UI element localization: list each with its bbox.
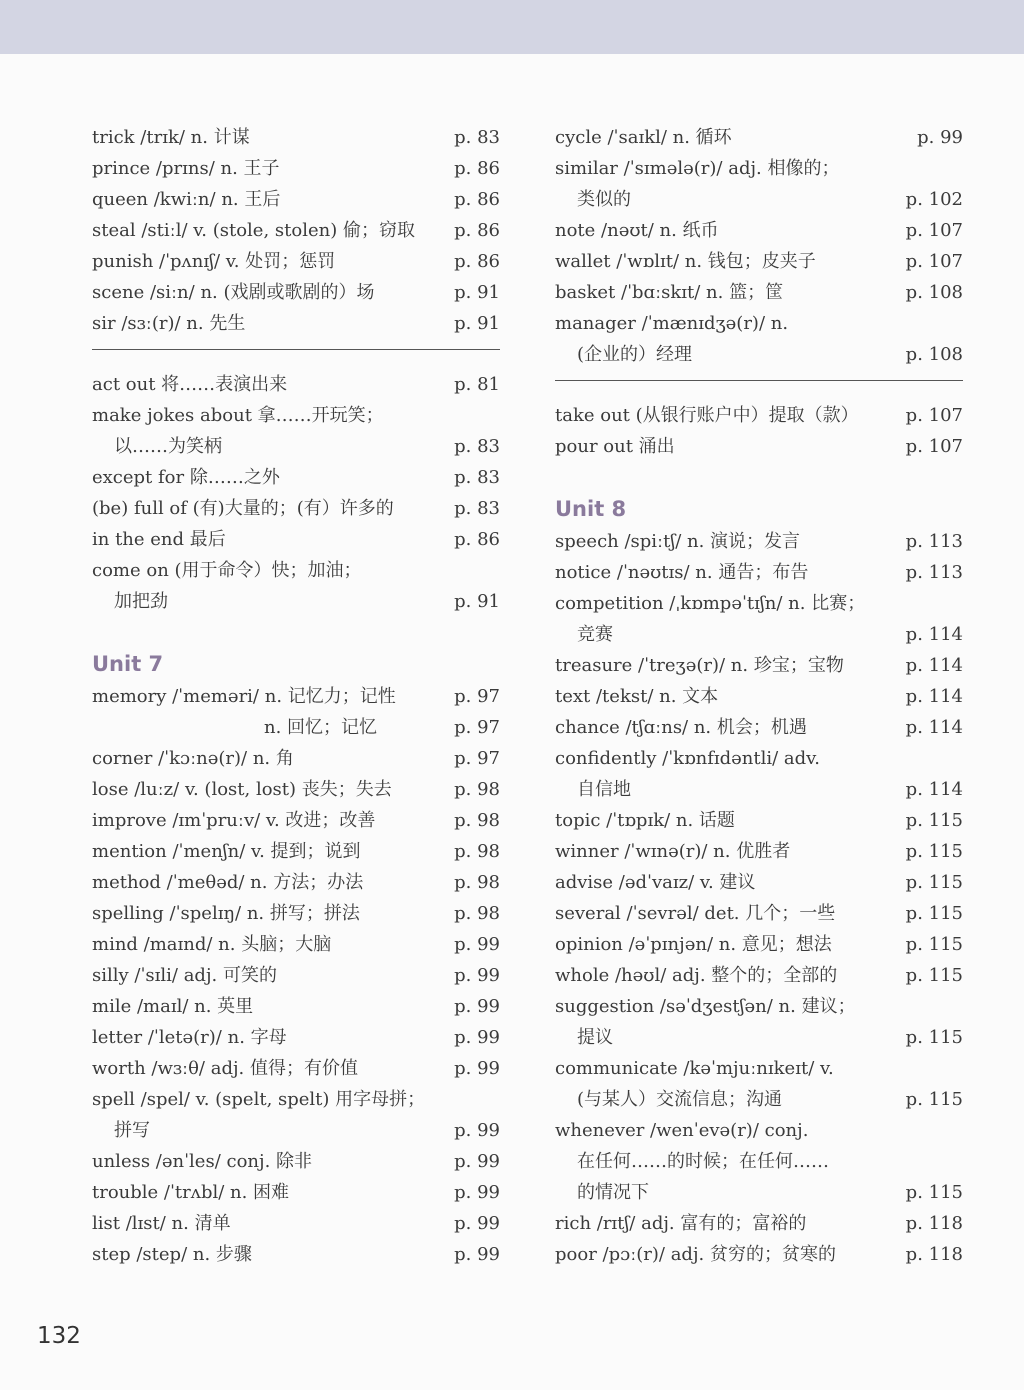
- entry-page-ref: p. 99: [454, 1027, 500, 1048]
- entry-text: basket /ˈbɑːskɪt/ n. 篮；筐: [555, 282, 784, 303]
- entry-text: queen /kwiːn/ n. 王后: [92, 189, 281, 210]
- entry-page-ref: p. 98: [454, 903, 500, 924]
- entry-text: poor /pɔː(r)/ adj. 贫穷的；贫寒的: [555, 1244, 836, 1265]
- right-group1: [555, 122, 963, 370]
- vocab-entry: [92, 431, 500, 462]
- entry-text: punish /ˈpʌnɪʃ/ v. 处罚；惩罚: [92, 251, 336, 272]
- vocab-entry: [555, 805, 963, 836]
- entry-text: 加把劲: [114, 591, 168, 612]
- entry-text: 在任何……的时候；在任何……: [577, 1151, 829, 1172]
- entry-text: letter /ˈletə(r)/ n. 字母: [92, 1027, 287, 1048]
- vocab-entry: [92, 524, 500, 555]
- entry-text: pour out 涌出: [555, 436, 675, 457]
- entry-page-ref: p. 115: [905, 1182, 963, 1203]
- vocab-entry: [555, 1208, 963, 1239]
- vocab-entry: [92, 929, 500, 960]
- divider-rule: [555, 380, 963, 381]
- vocab-entry: [92, 555, 500, 586]
- vocab-entry: [555, 308, 963, 339]
- entry-page-ref: p. 107: [905, 405, 963, 426]
- vocab-entry: [92, 774, 500, 805]
- entry-page-ref: p. 91: [454, 313, 500, 334]
- entry-page-ref: p. 115: [905, 965, 963, 986]
- vocab-entry: [92, 867, 500, 898]
- vocab-entry: [92, 369, 500, 400]
- vocab-entry: [92, 1115, 500, 1146]
- entry-text: steal /stiːl/ v. (stole, stolen) 偷；窃取: [92, 220, 415, 241]
- vocab-entry: [92, 246, 500, 277]
- entry-text: trouble /ˈtrʌbl/ n. 困难: [92, 1182, 290, 1203]
- vocab-entry: [555, 1177, 963, 1208]
- entry-page-ref: p. 86: [454, 220, 500, 241]
- entry-text: text /tekst/ n. 文本: [555, 686, 719, 707]
- vocab-entry: [92, 1053, 500, 1084]
- entry-text: except for 除……之外: [92, 467, 280, 488]
- vocab-entry: [555, 1022, 963, 1053]
- vocab-entry: [555, 836, 963, 867]
- vocab-entry: [92, 215, 500, 246]
- entry-text: trick /trɪk/ n. 计谋: [92, 127, 250, 148]
- entry-text: suggestion /səˈdʒestʃən/ n. 建议；: [555, 996, 856, 1017]
- vocab-entry: [92, 1208, 500, 1239]
- entry-text: competition /ˌkɒmpəˈtɪʃn/ n. 比赛；: [555, 593, 866, 614]
- vocab-entry: [92, 712, 500, 743]
- entry-page-ref: p. 115: [905, 1089, 963, 1110]
- entry-text: opinion /əˈpɪnjən/ n. 意见；想法: [555, 934, 832, 955]
- entry-page-ref: p. 99: [454, 1151, 500, 1172]
- entry-text: silly /ˈsɪli/ adj. 可笑的: [92, 965, 277, 986]
- vocab-entry: [555, 1146, 963, 1177]
- right-group3: [555, 526, 963, 1270]
- vocab-entry: [555, 1084, 963, 1115]
- vocab-entry: [92, 1146, 500, 1177]
- entry-text: confidently /ˈkɒnfɪdəntli/ adv.: [555, 748, 820, 769]
- entry-page-ref: p. 81: [454, 374, 500, 395]
- entry-text: step /step/ n. 步骤: [92, 1244, 252, 1265]
- entry-page-ref: p. 99: [917, 127, 963, 148]
- unit-7-heading: Unit 7: [92, 652, 164, 676]
- vocab-entry: [555, 650, 963, 681]
- entry-page-ref: p. 97: [454, 748, 500, 769]
- entry-page-ref: p. 118: [905, 1244, 963, 1265]
- entry-text: come on (用于命令）快；加油；: [92, 560, 362, 581]
- entry-page-ref: p. 99: [454, 1182, 500, 1203]
- entry-text: lose /luːz/ v. (lost, lost) 丧失；失去: [92, 779, 392, 800]
- unit-8-heading: Unit 8: [555, 497, 627, 521]
- entry-text: prince /prɪns/ n. 王子: [92, 158, 280, 179]
- vocab-entry: [555, 774, 963, 805]
- entry-text: mind /maɪnd/ n. 头脑；大脑: [92, 934, 332, 955]
- entry-page-ref: p. 86: [454, 529, 500, 550]
- vocab-entry: [92, 462, 500, 493]
- entry-text: 自信地: [577, 779, 631, 800]
- entry-page-ref: p. 99: [454, 996, 500, 1017]
- vocab-entry: [92, 898, 500, 929]
- entry-page-ref: p. 118: [905, 1213, 963, 1234]
- entry-text: chance /tʃɑːns/ n. 机会；机遇: [555, 717, 807, 738]
- vocab-entry: [555, 898, 963, 929]
- entry-text: note /nəʊt/ n. 纸币: [555, 220, 719, 241]
- entry-page-ref: p. 83: [454, 127, 500, 148]
- entry-text: notice /ˈnəʊtɪs/ n. 通告；布告: [555, 562, 809, 583]
- entry-text: in the end 最后: [92, 529, 226, 550]
- vocab-entry: [92, 184, 500, 215]
- entry-page-ref: p. 98: [454, 841, 500, 862]
- vocab-entry: [555, 339, 963, 370]
- vocab-entry: [555, 1115, 963, 1146]
- entry-text: treasure /ˈtreʒə(r)/ n. 珍宝；宝物: [555, 655, 844, 676]
- entry-page-ref: p. 113: [905, 562, 963, 583]
- entry-page-ref: p. 91: [454, 591, 500, 612]
- vocab-entry: [555, 122, 963, 153]
- entry-page-ref: p. 86: [454, 189, 500, 210]
- vocab-entry: [92, 277, 500, 308]
- vocab-entry: [555, 277, 963, 308]
- entry-text: 类似的: [577, 189, 631, 210]
- top-color-band: [0, 0, 1024, 54]
- vocab-entry: [92, 991, 500, 1022]
- vocab-entry: [555, 153, 963, 184]
- vocab-entry: [555, 991, 963, 1022]
- entry-text: (与某人）交流信息；沟通: [577, 1089, 783, 1110]
- entry-text: list /lɪst/ n. 清单: [92, 1213, 231, 1234]
- entry-page-ref: p. 108: [905, 344, 963, 365]
- vocab-entry: [92, 122, 500, 153]
- vocab-entry: [92, 308, 500, 339]
- vocab-entry: [92, 836, 500, 867]
- vocab-entry: [92, 960, 500, 991]
- entry-text: worth /wɜːθ/ adj. 值得；有价值: [92, 1058, 358, 1079]
- entry-page-ref: p. 99: [454, 1058, 500, 1079]
- entry-text: topic /ˈtɒpɪk/ n. 话题: [555, 810, 735, 831]
- right-column: [555, 122, 963, 1270]
- entry-page-ref: p. 83: [454, 436, 500, 457]
- entry-text: advise /ədˈvaɪz/ v. 建议: [555, 872, 756, 893]
- entry-text: spelling /ˈspelɪŋ/ n. 拼写；拼法: [92, 903, 360, 924]
- entry-text: mile /maɪl/ n. 英里: [92, 996, 254, 1017]
- left-group2: [92, 369, 500, 617]
- entry-text: 提议: [577, 1027, 613, 1048]
- entry-text: rich /rɪtʃ/ adj. 富有的；富裕的: [555, 1213, 807, 1234]
- vocab-entry: [92, 400, 500, 431]
- vocab-entry: [92, 1022, 500, 1053]
- entry-page-ref: p. 97: [454, 686, 500, 707]
- entry-page-ref: p. 107: [905, 436, 963, 457]
- entry-text: improve /ɪmˈpruːv/ v. 改进；改善: [92, 810, 376, 831]
- entry-page-ref: p. 114: [905, 655, 963, 676]
- vocab-entry: [555, 681, 963, 712]
- entry-page-ref: p. 113: [905, 531, 963, 552]
- entry-page-ref: p. 115: [905, 1027, 963, 1048]
- vocab-entry: [92, 743, 500, 774]
- entry-page-ref: p. 115: [905, 872, 963, 893]
- entry-text: memory /ˈmeməri/ n. 记忆力；记性: [92, 686, 396, 707]
- vocab-entry: [92, 493, 500, 524]
- entry-text: speech /spiːtʃ/ n. 演说；发言: [555, 531, 801, 552]
- entry-text: several /ˈsevrəl/ det. 几个；一些: [555, 903, 836, 924]
- entry-text: 以……为笑柄: [114, 436, 222, 457]
- entry-text: cycle /ˈsaɪkl/ n. 循环: [555, 127, 732, 148]
- entry-text: make jokes about 拿……开玩笑；: [92, 405, 384, 426]
- entry-text: scene /siːn/ n. (戏剧或歌剧的）场: [92, 282, 375, 303]
- entry-text: mention /ˈmenʃn/ v. 提到；说到: [92, 841, 361, 862]
- entry-text: whenever /wenˈevə(r)/ conj.: [555, 1120, 809, 1141]
- entry-text: take out (从银行账户中）提取（款）: [555, 405, 859, 426]
- vocab-entry: [92, 681, 500, 712]
- entry-page-ref: p. 97: [454, 717, 500, 738]
- vocab-entry: [92, 586, 500, 617]
- vocab-entry: [92, 1239, 500, 1270]
- entry-page-ref: p. 99: [454, 1213, 500, 1234]
- vocab-entry: [555, 431, 963, 462]
- entry-page-ref: p. 98: [454, 779, 500, 800]
- entry-page-ref: p. 99: [454, 1120, 500, 1141]
- entry-text: winner /ˈwɪnə(r)/ n. 优胜者: [555, 841, 791, 862]
- entry-text: spell /spel/ v. (spelt, spelt) 用字母拼；: [92, 1089, 426, 1110]
- entry-page-ref: p. 114: [905, 717, 963, 738]
- left-group1: [92, 122, 500, 339]
- vocab-entry: [92, 153, 500, 184]
- entry-text: sir /sɜː(r)/ n. 先生: [92, 313, 246, 334]
- vocab-entry: [555, 929, 963, 960]
- vocab-entry: [555, 743, 963, 774]
- entry-text: 的情况下: [577, 1182, 649, 1203]
- entry-text: (be) full of (有)大量的；(有）许多的: [92, 498, 394, 519]
- entry-page-ref: p. 114: [905, 624, 963, 645]
- vocab-entry: [555, 619, 963, 650]
- entry-page-ref: p. 108: [905, 282, 963, 303]
- entry-text: (企业的）经理: [577, 344, 693, 365]
- vocab-entry: [555, 184, 963, 215]
- vocab-entry: [555, 588, 963, 619]
- entry-text: 拼写: [114, 1120, 150, 1141]
- entry-page-ref: p. 115: [905, 810, 963, 831]
- entry-page-ref: p. 98: [454, 872, 500, 893]
- page-number: 132: [37, 1323, 81, 1349]
- entry-page-ref: p. 114: [905, 686, 963, 707]
- entry-page-ref: p. 114: [905, 779, 963, 800]
- entry-text: 竞赛: [577, 624, 613, 645]
- entry-page-ref: p. 98: [454, 810, 500, 831]
- vocab-entry: [555, 557, 963, 588]
- entry-text: communicate /kəˈmjuːnɪkeɪt/ v.: [555, 1058, 834, 1079]
- vocab-entry: [555, 867, 963, 898]
- entry-text: whole /həʊl/ adj. 整个的；全部的: [555, 965, 838, 986]
- entry-page-ref: p. 115: [905, 934, 963, 955]
- entry-page-ref: p. 83: [454, 467, 500, 488]
- divider-rule: [92, 349, 500, 350]
- vocab-entry: [92, 1177, 500, 1208]
- vocab-entry: [555, 1239, 963, 1270]
- entry-page-ref: p. 86: [454, 158, 500, 179]
- vocab-entry: [92, 805, 500, 836]
- entry-text: n. 回忆；记忆: [264, 717, 378, 738]
- vocab-entry: [555, 1053, 963, 1084]
- vocab-entry: [555, 712, 963, 743]
- entry-text: act out 将……表演出来: [92, 374, 288, 395]
- entry-text: similar /ˈsɪmələ(r)/ adj. 相像的；: [555, 158, 840, 179]
- entry-text: wallet /ˈwɒlɪt/ n. 钱包；皮夹子: [555, 251, 816, 272]
- entry-text: unless /ənˈles/ conj. 除非: [92, 1151, 313, 1172]
- vocab-entry: [555, 246, 963, 277]
- vocab-entry: [555, 400, 963, 431]
- entry-page-ref: p. 91: [454, 282, 500, 303]
- entry-page-ref: p. 86: [454, 251, 500, 272]
- entry-page-ref: p. 99: [454, 1244, 500, 1265]
- vocab-entry: [555, 215, 963, 246]
- entry-page-ref: p. 107: [905, 251, 963, 272]
- left-column: [92, 122, 500, 1270]
- entry-page-ref: p. 99: [454, 934, 500, 955]
- entry-text: corner /ˈkɔːnə(r)/ n. 角: [92, 748, 294, 769]
- entry-page-ref: p. 83: [454, 498, 500, 519]
- vocab-entry: [555, 960, 963, 991]
- right-group2: [555, 400, 963, 462]
- vocab-entry: [555, 526, 963, 557]
- entry-page-ref: p. 115: [905, 903, 963, 924]
- entry-text: method /ˈmeθəd/ n. 方法；办法: [92, 872, 364, 893]
- entry-page-ref: p. 99: [454, 965, 500, 986]
- left-group3: [92, 681, 500, 1270]
- entry-text: manager /ˈmænɪdʒə(r)/ n.: [555, 313, 789, 334]
- entry-page-ref: p. 102: [905, 189, 963, 210]
- entry-page-ref: p. 107: [905, 220, 963, 241]
- entry-page-ref: p. 115: [905, 841, 963, 862]
- vocab-entry: [92, 1084, 500, 1115]
